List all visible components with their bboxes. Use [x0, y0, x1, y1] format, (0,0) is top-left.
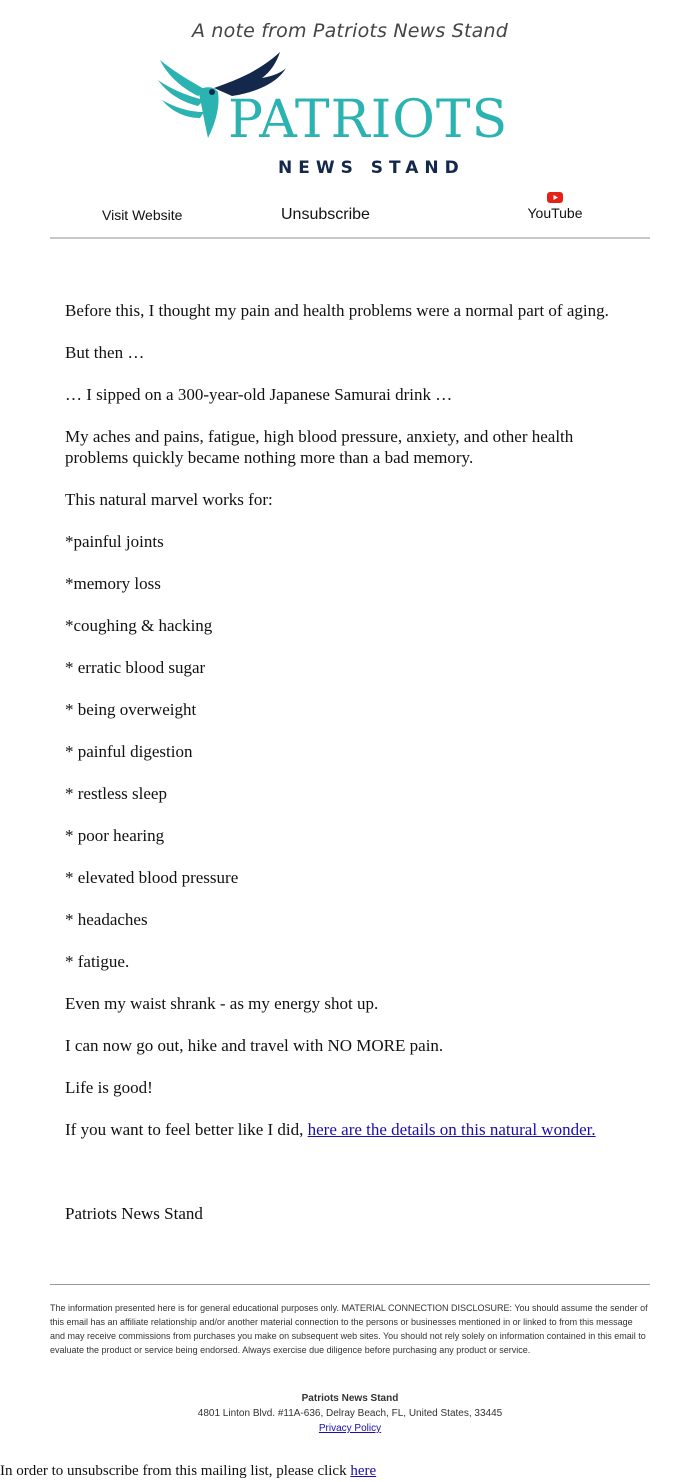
body-paragraph: Even my waist shrank - as my energy shot up.: [65, 994, 379, 1013]
youtube-icon: [547, 192, 563, 203]
footer-company: Patriots News Stand: [301, 1393, 399, 1404]
email-body: [65, 300, 635, 1161]
body-paragraph: My aches and pains, fatigue, high blood pressure, anxiety, and other health problems quickly became nothing more than a bad memory.: [65, 427, 574, 467]
address-block: [50, 1391, 650, 1436]
benefit-item: * being overweight: [65, 700, 197, 719]
details-link[interactable]: here are the details on this natural wonder.: [307, 1120, 596, 1139]
body-paragraph: I can now go out, hike and travel with NO MORE pain.: [65, 1036, 444, 1055]
unsubscribe-link[interactable]: Unsubscribe: [281, 206, 370, 223]
cta-paragraph: [65, 1119, 635, 1140]
benefit-item: * headaches: [65, 910, 148, 929]
logo: [158, 50, 548, 182]
youtube-link[interactable]: [526, 190, 584, 221]
benefit-item: *coughing & hacking: [65, 616, 213, 635]
footer-divider: [50, 1284, 650, 1285]
benefit-item: * elevated blood pressure: [65, 868, 239, 887]
benefit-item: * poor hearing: [65, 826, 165, 845]
logo-wordmark: PATRIOTS: [228, 90, 509, 150]
youtube-label: YouTube: [527, 205, 583, 221]
benefit-item: *painful joints: [65, 532, 164, 551]
privacy-policy-link[interactable]: Privacy Policy: [318, 1423, 382, 1434]
signature: Patriots News Stand: [65, 1204, 203, 1223]
unsubscribe-here-link[interactable]: here: [350, 1463, 377, 1479]
body-paragraph: … I sipped on a 300-year-old Japanese Samurai drink …: [65, 385, 453, 404]
body-paragraph: But then …: [65, 343, 145, 362]
cta-prefix: If you want to feel better like I did,: [65, 1120, 308, 1139]
logo-subtitle: NEWS STAND: [278, 158, 465, 178]
benefit-item: * fatigue.: [65, 952, 130, 971]
benefit-item: * erratic blood sugar: [65, 658, 206, 677]
visit-website-link[interactable]: Visit Website: [102, 207, 183, 223]
benefit-item: *memory loss: [65, 574, 161, 593]
unsubscribe-prefix: In order to unsubscribe from this mailing list, please click: [0, 1463, 351, 1479]
disclaimer: The information presented here is for general educational purposes only. MATERIAL CONNECTION DISCLOSURE: You should assume the sender of this email has an affiliate relationship and/or another material connection to the persons or businesses mentioned in or linked to from this message and may receive commissions from purchases you make on subsequent web sites. You should not rely solely on information contained in this email to evaluate the product or service being endorsed. Always exercise due diligence before purchasing any product or service.: [50, 1303, 648, 1355]
tagline: A note from Patriots News Stand: [191, 20, 509, 42]
body-paragraph: Life is good!: [65, 1078, 153, 1097]
body-paragraph: Before this, I thought my pain and health problems were a normal part of aging.: [65, 301, 609, 320]
header-nav: [50, 190, 650, 239]
footer-address: 4801 Linton Blvd. #11A-636, Delray Beach, FL, United States, 33445: [197, 1408, 503, 1419]
benefit-item: * painful digestion: [65, 742, 193, 761]
benefit-item: * restless sleep: [65, 784, 167, 803]
body-paragraph: This natural marvel works for:: [65, 490, 273, 509]
unsubscribe-footer: [0, 1463, 700, 1480]
